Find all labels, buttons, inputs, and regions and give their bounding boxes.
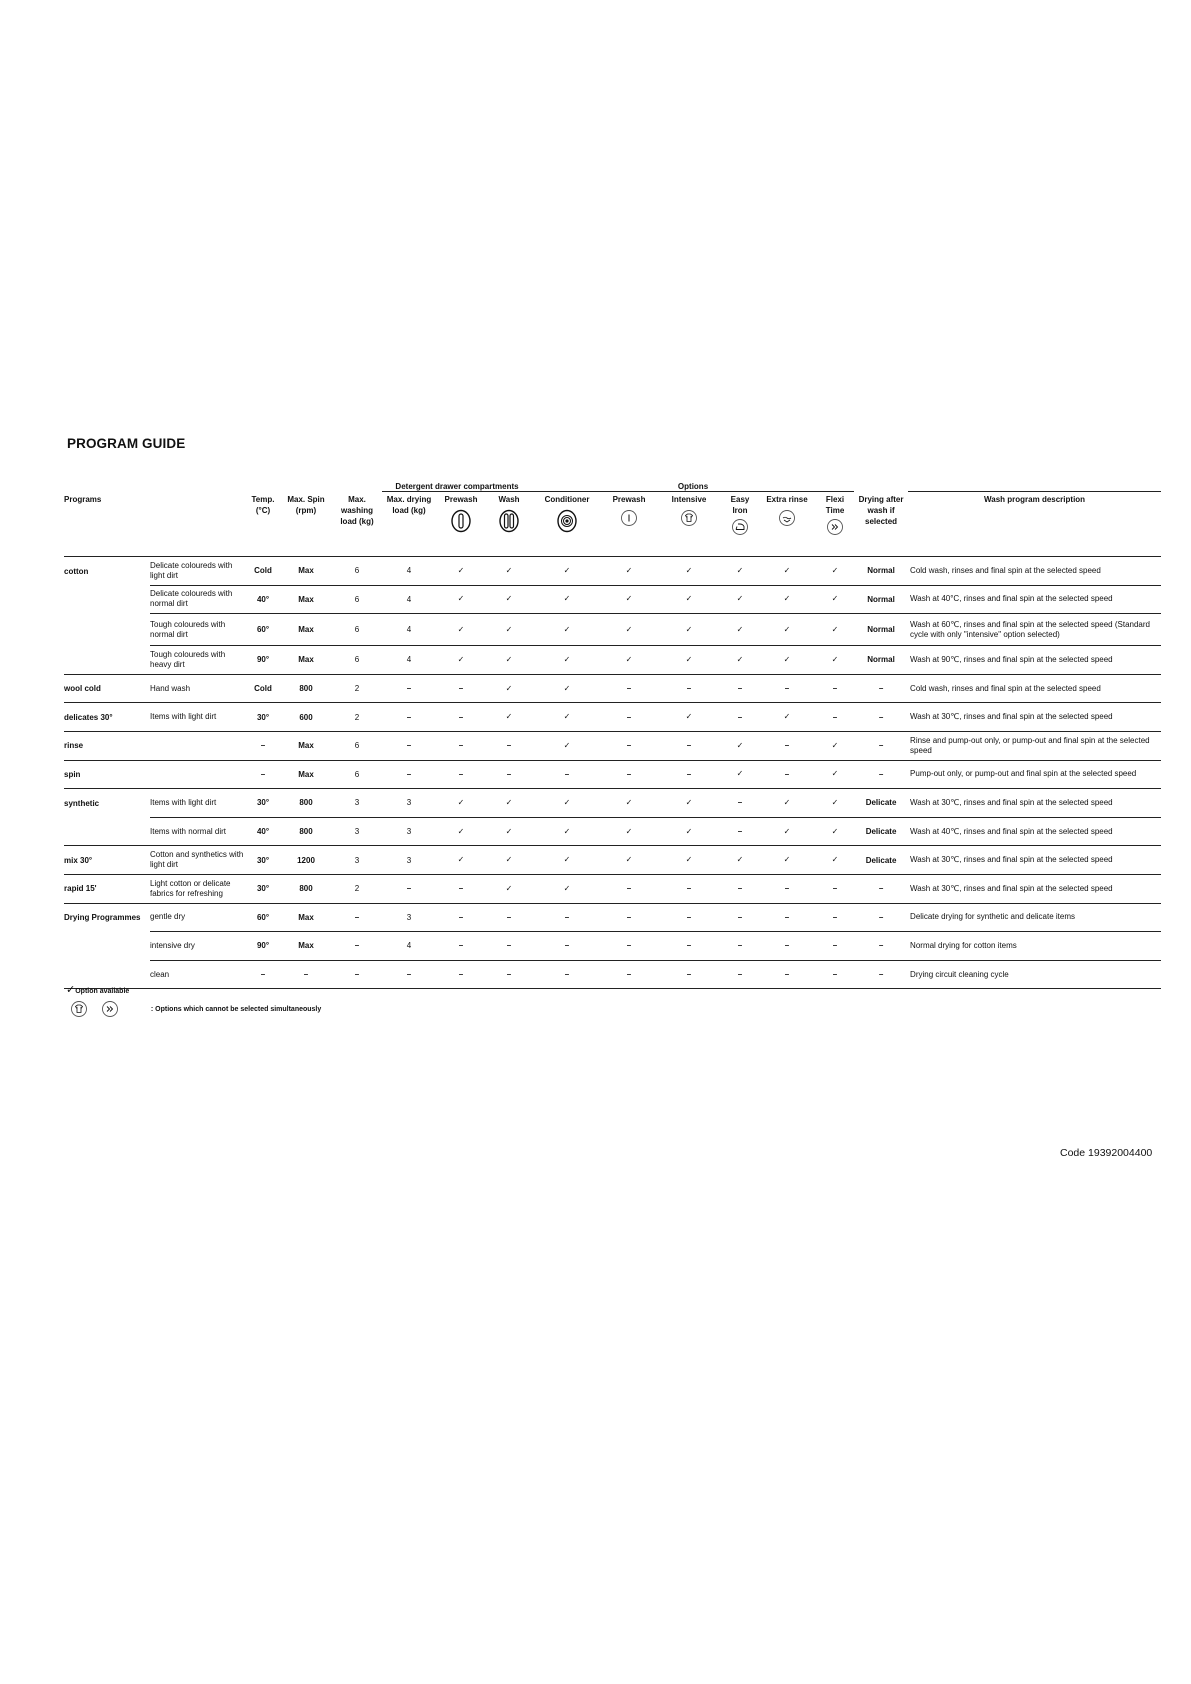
header-drying-load: Max. drying load (kg) <box>382 492 436 557</box>
option-available: ✓ <box>656 614 722 646</box>
legend-available: ✓Option available <box>66 984 130 996</box>
option-available: ✓ <box>486 557 532 586</box>
option-unavailable: – <box>656 960 722 989</box>
option-available: ✓ <box>758 789 816 818</box>
program-variant: Delicate coloureds with light dirt <box>150 557 246 586</box>
drying-load-value: – <box>382 674 436 703</box>
option-available: ✓ <box>722 614 758 646</box>
drying-after-value: Delicate <box>854 846 908 875</box>
wash-compartment-icon <box>498 509 520 533</box>
option-available: ✓ <box>656 789 722 818</box>
option-available: ✓ <box>722 846 758 875</box>
option-unavailable: – <box>602 960 656 989</box>
spin-value: Max <box>280 557 332 586</box>
option-unavailable: – <box>486 932 532 961</box>
drying-load-value: 3 <box>382 846 436 875</box>
option-available: ✓ <box>436 846 486 875</box>
program-name <box>64 817 150 846</box>
spin-value: 800 <box>280 789 332 818</box>
option-available: ✓ <box>758 557 816 586</box>
temp-value: – <box>246 760 280 789</box>
table-row <box>64 557 1161 586</box>
option-available: ✓ <box>722 646 758 675</box>
table-row <box>64 903 1161 932</box>
header-drying-after: Drying after wash if selected <box>854 492 908 557</box>
washing-load-value: – <box>332 932 382 961</box>
program-name <box>64 585 150 614</box>
washing-load-value: 6 <box>332 646 382 675</box>
option-available: ✓ <box>486 646 532 675</box>
option-unavailable: – <box>436 674 486 703</box>
option-unavailable: – <box>602 903 656 932</box>
option-available: ✓ <box>816 614 854 646</box>
spin-value: Max <box>280 646 332 675</box>
temp-value: 40° <box>246 817 280 846</box>
option-available: ✓ <box>532 646 602 675</box>
option-unavailable: – <box>436 703 486 732</box>
option-available: ✓ <box>816 557 854 586</box>
table-row <box>64 874 1161 903</box>
option-unavailable: – <box>816 703 854 732</box>
header-washing-load: Max. washing load (kg) <box>332 492 382 557</box>
option-available: ✓ <box>602 817 656 846</box>
option-available: ✓ <box>816 846 854 875</box>
spin-value: 1200 <box>280 846 332 875</box>
option-unavailable: – <box>722 674 758 703</box>
option-available: ✓ <box>816 585 854 614</box>
option-unavailable: – <box>722 960 758 989</box>
flexi-time-icon <box>101 1000 119 1018</box>
program-description: Wash at 30℃, rinses and final spin at the selected speed <box>908 846 1161 875</box>
washing-load-value: 2 <box>332 703 382 732</box>
option-unavailable: – <box>602 874 656 903</box>
option-unavailable: – <box>758 731 816 760</box>
temp-value: 30° <box>246 789 280 818</box>
program-description: Wash at 30℃, rinses and final spin at the selected speed <box>908 789 1161 818</box>
table-row <box>64 646 1161 675</box>
option-available: ✓ <box>436 817 486 846</box>
option-unavailable: – <box>816 932 854 961</box>
option-unavailable: – <box>602 932 656 961</box>
option-available: ✓ <box>816 646 854 675</box>
drying-load-value: 4 <box>382 646 436 675</box>
detergent-group-label: Detergent drawer compartments <box>382 477 532 492</box>
program-name: rapid 15' <box>64 874 150 903</box>
easy-iron-icon <box>731 518 749 536</box>
option-unavailable: – <box>816 874 854 903</box>
temp-value: 60° <box>246 903 280 932</box>
option-unavailable: – <box>486 960 532 989</box>
option-available: ✓ <box>532 557 602 586</box>
option-unavailable: – <box>532 760 602 789</box>
drying-load-value: 3 <box>382 903 436 932</box>
option-available: ✓ <box>816 789 854 818</box>
flexi-time-icon <box>826 518 844 536</box>
temp-value: 30° <box>246 846 280 875</box>
program-variant: Delicate coloureds with normal dirt <box>150 585 246 614</box>
option-available: ✓ <box>436 557 486 586</box>
option-unavailable: – <box>656 760 722 789</box>
table-row <box>64 731 1161 760</box>
column-header-row <box>64 492 1161 557</box>
temp-value: Cold <box>246 557 280 586</box>
option-available: ✓ <box>816 760 854 789</box>
drying-after-value: – <box>854 760 908 789</box>
temp-value: – <box>246 960 280 989</box>
option-available: ✓ <box>486 614 532 646</box>
document-code: Code 19392004400 <box>1060 1147 1153 1159</box>
option-unavailable: – <box>436 731 486 760</box>
program-name: rinse <box>64 731 150 760</box>
spin-value: 800 <box>280 817 332 846</box>
option-available: ✓ <box>722 557 758 586</box>
drying-after-value: – <box>854 703 908 732</box>
program-name: Drying Programmes <box>64 913 141 923</box>
temp-value: 90° <box>246 646 280 675</box>
option-unavailable: – <box>758 960 816 989</box>
options-group-label: Options <box>532 477 854 492</box>
drying-load-value: – <box>382 760 436 789</box>
program-description: Pump-out only, or pump-out and final spin at the selected speed <box>908 760 1161 789</box>
program-guide-table <box>64 477 1161 989</box>
program-variant: Tough coloureds with heavy dirt <box>150 646 246 675</box>
option-unavailable: – <box>722 932 758 961</box>
option-available: ✓ <box>486 703 532 732</box>
drying-load-value: 4 <box>382 932 436 961</box>
option-available: ✓ <box>602 614 656 646</box>
prewash-option-icon <box>620 509 638 527</box>
prewash-compartment-icon <box>450 509 472 533</box>
washing-load-value: 6 <box>332 614 382 646</box>
option-available: ✓ <box>436 585 486 614</box>
intensive-shirt-icon <box>70 1000 88 1018</box>
option-available: ✓ <box>436 789 486 818</box>
option-unavailable: – <box>758 874 816 903</box>
option-available: ✓ <box>486 674 532 703</box>
option-unavailable: – <box>722 703 758 732</box>
drying-load-value: 3 <box>382 789 436 818</box>
header-conditioner-drawer: Conditioner <box>532 492 602 557</box>
washing-load-value: 6 <box>332 731 382 760</box>
option-unavailable: – <box>486 760 532 789</box>
washing-load-value: 2 <box>332 674 382 703</box>
table-row <box>64 760 1161 789</box>
program-variant: Items with light dirt <box>150 789 246 818</box>
drying-after-value: Normal <box>854 646 908 675</box>
program-variant: Items with light dirt <box>150 703 246 732</box>
option-unavailable: – <box>656 903 722 932</box>
washing-load-value: 6 <box>332 760 382 789</box>
temp-value: 90° <box>246 932 280 961</box>
option-available: ✓ <box>758 817 816 846</box>
tick-icon: ✓ <box>66 984 76 996</box>
temp-value: Cold <box>246 674 280 703</box>
program-description: Normal drying for cotton items <box>908 932 1161 961</box>
option-available: ✓ <box>532 614 602 646</box>
program-variant: clean <box>150 960 246 989</box>
option-unavailable: – <box>722 817 758 846</box>
option-unavailable: – <box>816 960 854 989</box>
spin-value: Max <box>280 932 332 961</box>
option-available: ✓ <box>758 614 816 646</box>
header-easy-iron: Easy Iron <box>722 492 758 557</box>
option-available: ✓ <box>722 731 758 760</box>
option-unavailable: – <box>758 760 816 789</box>
option-unavailable: – <box>758 903 816 932</box>
option-unavailable: – <box>656 874 722 903</box>
drying-after-value: – <box>854 932 908 961</box>
option-available: ✓ <box>532 846 602 875</box>
header-temp: Temp. (°C) <box>246 492 280 557</box>
washing-load-value: 3 <box>332 846 382 875</box>
spin-value: 800 <box>280 874 332 903</box>
header-spin: Max. Spin (rpm) <box>280 492 332 557</box>
option-available: ✓ <box>436 614 486 646</box>
option-unavailable: – <box>816 674 854 703</box>
program-name: spin <box>64 760 150 789</box>
washing-load-value: 3 <box>332 789 382 818</box>
washing-load-value: 6 <box>332 557 382 586</box>
temp-value: 40° <box>246 585 280 614</box>
option-available: ✓ <box>816 731 854 760</box>
spin-value: Max <box>280 614 332 646</box>
option-unavailable: – <box>656 932 722 961</box>
option-unavailable: – <box>532 932 602 961</box>
page-title: PROGRAM GUIDE <box>67 436 186 451</box>
drying-after-value: – <box>854 903 908 932</box>
washing-load-value: – <box>332 903 382 932</box>
option-unavailable: – <box>722 789 758 818</box>
drying-after-value: Normal <box>854 557 908 586</box>
program-variant <box>150 731 246 760</box>
drying-after-value: Delicate <box>854 789 908 818</box>
program-variant: Tough coloureds with normal dirt <box>150 614 246 646</box>
option-unavailable: – <box>722 874 758 903</box>
option-unavailable: – <box>602 760 656 789</box>
program-description: Wash at 90℃, rinses and final spin at the selected speed <box>908 646 1161 675</box>
header-programs: Programs <box>64 492 246 557</box>
program-name: wool cold <box>64 674 150 703</box>
table-row <box>64 817 1161 846</box>
option-available: ✓ <box>532 731 602 760</box>
program-rows <box>64 557 1161 989</box>
program-name: cotton <box>64 566 89 576</box>
program-description: Delicate drying for synthetic and delicate items <box>908 903 1161 932</box>
option-available: ✓ <box>722 760 758 789</box>
option-available: ✓ <box>816 817 854 846</box>
program-description: Drying circuit cleaning cycle <box>908 960 1161 989</box>
washing-load-value: – <box>332 960 382 989</box>
intensive-shirt-icon <box>680 509 698 527</box>
header-intensive: Intensive <box>656 492 722 557</box>
header-flexi-time: Flexi Time <box>816 492 854 557</box>
option-available: ✓ <box>758 585 816 614</box>
program-variant: gentle dry <box>150 903 246 932</box>
program-variant: Items with normal dirt <box>150 817 246 846</box>
spin-value: 800 <box>280 674 332 703</box>
table-row <box>64 674 1161 703</box>
program-description: Cold wash, rinses and final spin at the selected speed <box>908 674 1161 703</box>
table-row <box>64 846 1161 875</box>
option-available: ✓ <box>602 789 656 818</box>
washing-load-value: 3 <box>332 817 382 846</box>
temp-value: 30° <box>246 703 280 732</box>
option-available: ✓ <box>758 703 816 732</box>
drying-load-value: – <box>382 703 436 732</box>
program-description: Wash at 30℃, rinses and final spin at the selected speed <box>908 703 1161 732</box>
drying-load-value: 4 <box>382 614 436 646</box>
option-unavailable: – <box>436 960 486 989</box>
program-description: Wash at 40℃, rinses and final spin at the selected speed <box>908 817 1161 846</box>
program-variant: Hand wash <box>150 674 246 703</box>
option-unavailable: – <box>436 932 486 961</box>
option-available: ✓ <box>722 585 758 614</box>
spin-value: – <box>280 960 332 989</box>
header-extra-rinse: Extra rinse <box>758 492 816 557</box>
legend-exclusive: : Options which cannot be selected simultaneously <box>70 1000 321 1018</box>
program-name <box>64 646 150 675</box>
spin-value: Max <box>280 585 332 614</box>
header-prewash-drawer: Prewash <box>436 492 486 557</box>
option-unavailable: – <box>816 903 854 932</box>
option-available: ✓ <box>532 585 602 614</box>
option-available: ✓ <box>486 846 532 875</box>
option-available: ✓ <box>656 817 722 846</box>
program-variant <box>150 760 246 789</box>
option-available: ✓ <box>602 557 656 586</box>
table-row <box>64 932 1161 961</box>
table-row <box>64 789 1161 818</box>
option-unavailable: – <box>602 674 656 703</box>
group-header-row <box>64 477 1161 492</box>
option-unavailable: – <box>486 903 532 932</box>
option-unavailable: – <box>436 760 486 789</box>
program-variant: Light cotton or delicate fabrics for refreshing <box>150 874 246 903</box>
program-name: synthetic <box>64 798 100 808</box>
program-name: mix 30° <box>64 846 150 875</box>
option-unavailable: – <box>758 932 816 961</box>
program-name <box>64 932 150 961</box>
extra-rinse-icon <box>778 509 796 527</box>
program-description: Wash at 60℃, rinses and final spin at the selected speed (Standard cycle with only "intensive" option selected) <box>908 614 1161 646</box>
drying-after-value: Delicate <box>854 817 908 846</box>
option-available: ✓ <box>656 846 722 875</box>
drying-after-value: – <box>854 960 908 989</box>
option-available: ✓ <box>532 674 602 703</box>
drying-load-value: 4 <box>382 585 436 614</box>
table-row <box>64 585 1161 614</box>
program-variant: intensive dry <box>150 932 246 961</box>
option-available: ✓ <box>532 817 602 846</box>
temp-value: 60° <box>246 614 280 646</box>
option-available: ✓ <box>758 846 816 875</box>
option-available: ✓ <box>486 789 532 818</box>
option-unavailable: – <box>656 731 722 760</box>
temp-value: 30° <box>246 874 280 903</box>
drying-after-value: – <box>854 874 908 903</box>
spin-value: 600 <box>280 703 332 732</box>
program-name <box>64 614 150 646</box>
drying-load-value: 4 <box>382 557 436 586</box>
option-available: ✓ <box>656 703 722 732</box>
option-available: ✓ <box>602 585 656 614</box>
conditioner-compartment-icon <box>556 509 578 533</box>
option-available: ✓ <box>602 646 656 675</box>
option-unavailable: – <box>722 903 758 932</box>
drying-after-value: – <box>854 731 908 760</box>
header-wash-drawer: Wash <box>486 492 532 557</box>
program-description: Cold wash, rinses and final spin at the selected speed <box>908 557 1161 586</box>
drying-after-value: Normal <box>854 614 908 646</box>
drying-after-value: Normal <box>854 585 908 614</box>
drying-load-value: 3 <box>382 817 436 846</box>
spin-value: Max <box>280 731 332 760</box>
option-unavailable: – <box>436 903 486 932</box>
option-available: ✓ <box>532 789 602 818</box>
option-unavailable: – <box>486 731 532 760</box>
drying-load-value: – <box>382 731 436 760</box>
option-unavailable: – <box>436 874 486 903</box>
option-available: ✓ <box>656 557 722 586</box>
program-description: Rinse and pump-out only, or pump-out and final spin at the selected speed <box>908 731 1161 760</box>
option-available: ✓ <box>436 646 486 675</box>
program-description: Wash at 40°C, rinses and final spin at the selected speed <box>908 585 1161 614</box>
option-unavailable: – <box>532 903 602 932</box>
option-available: ✓ <box>602 846 656 875</box>
table-row <box>64 960 1161 989</box>
option-available: ✓ <box>486 817 532 846</box>
option-unavailable: – <box>656 674 722 703</box>
option-available: ✓ <box>656 646 722 675</box>
program-description: Wash at 30℃, rinses and final spin at the selected speed <box>908 874 1161 903</box>
option-available: ✓ <box>532 874 602 903</box>
option-available: ✓ <box>656 585 722 614</box>
drying-load-value: – <box>382 960 436 989</box>
option-unavailable: – <box>758 674 816 703</box>
program-variant: Cotton and synthetics with light dirt <box>150 846 246 875</box>
header-description: Wash program description <box>908 492 1161 557</box>
washing-load-value: 2 <box>332 874 382 903</box>
option-unavailable: – <box>532 960 602 989</box>
drying-after-value: – <box>854 674 908 703</box>
option-unavailable: – <box>602 703 656 732</box>
option-available: ✓ <box>758 646 816 675</box>
table-row <box>64 614 1161 646</box>
table-row <box>64 703 1161 732</box>
washing-load-value: 6 <box>332 585 382 614</box>
option-available: ✓ <box>486 585 532 614</box>
option-unavailable: – <box>602 731 656 760</box>
spin-value: Max <box>280 903 332 932</box>
option-available: ✓ <box>486 874 532 903</box>
spin-value: Max <box>280 760 332 789</box>
header-prewash-option: Prewash <box>602 492 656 557</box>
program-name: delicates 30° <box>64 703 150 732</box>
drying-load-value: – <box>382 874 436 903</box>
temp-value: – <box>246 731 280 760</box>
option-available: ✓ <box>532 703 602 732</box>
